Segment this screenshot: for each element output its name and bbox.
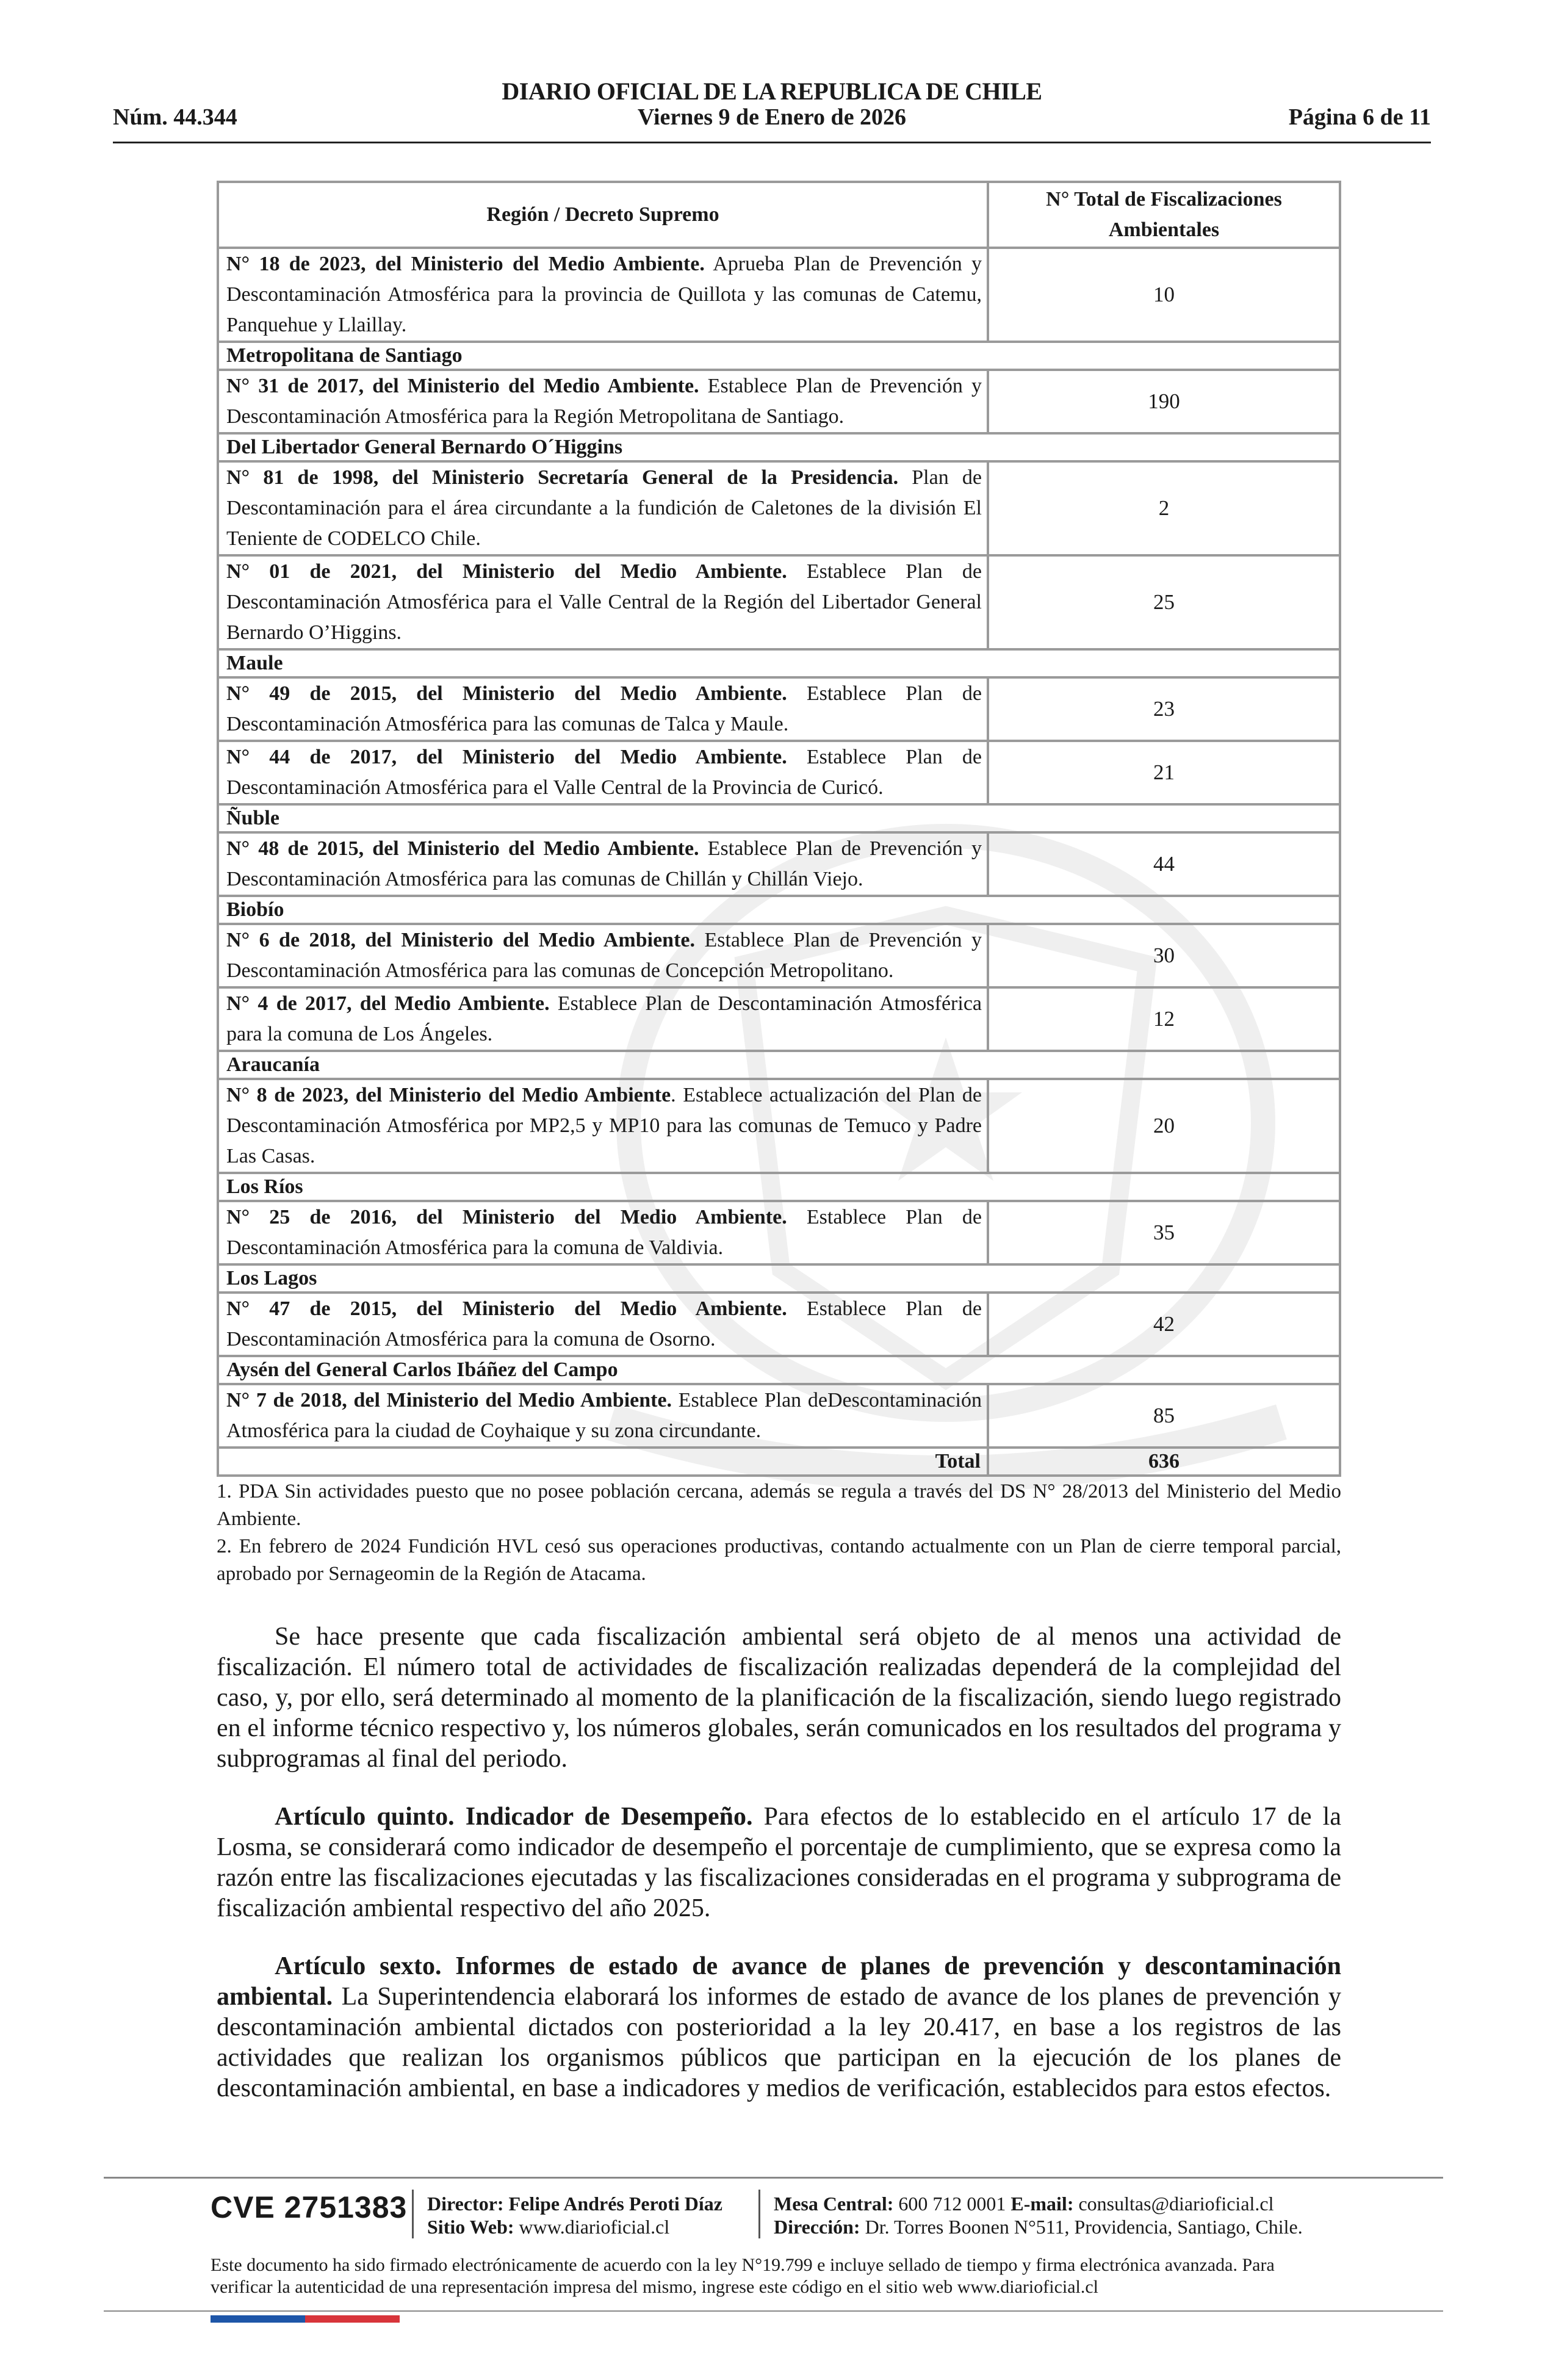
decree-description — [218, 832, 988, 896]
total-label: Total — [218, 1448, 988, 1476]
footer-contact-block — [774, 2192, 1303, 2238]
decree-description — [218, 1384, 988, 1448]
footer-director-block — [427, 2192, 722, 2238]
decree-row — [218, 1079, 1340, 1173]
decree-title: N° 47 de 2015, del Ministerio del Medio Ambiente. — [226, 1297, 787, 1320]
footer-divider — [104, 2177, 1443, 2179]
inspection-count: 44 — [988, 832, 1340, 896]
inspection-count: 25 — [988, 555, 1340, 649]
decree-title: N° 01 de 2021, del Ministerio del Medio Ambiente. — [226, 560, 787, 583]
decree-text: Plan de Descontaminación para el área circundante a la fundición de Caletones de la división El Teniente de CODELCO Chile. — [226, 466, 982, 550]
decree-row — [218, 461, 1340, 555]
decree-title: N° 4 de 2017, del Medio Ambiente. — [226, 992, 550, 1015]
paragraph-fiscalizacion — [217, 1621, 1341, 1774]
decree-description — [218, 370, 988, 433]
inspection-count: 12 — [988, 987, 1340, 1051]
decree-description — [218, 1079, 988, 1173]
address-label: Dirección: — [774, 2216, 860, 2238]
decree-title: N° 81 de 1998, del Ministerio Secretaría General de la Presidencia. — [226, 466, 899, 489]
paragraph-text: Se hace presente que cada fiscalización ambiental será objeto de al menos una actividad de fiscalización. El número total de actividades de fiscalización realizadas dependerá de la complejidad del caso, y, por ello, será determinado al momento de la planificación de la fiscalización, siendo luego registrado en el informe técnico respectivo y, los números globales, serán comunicados en los resultados del programa y subprogramas al final del periodo. — [217, 1623, 1341, 1773]
paragraph-text: La Superintendencia elaborará los informes de estado de avance de los planes de prevención y descontaminación ambiental dictados con posterioridad a la ley 20.417, en base a los registros de las actividades que realizan los organismos públicos que participan en la ejecución de los planes de descontaminación ambiental, en base a indicadores y medios de verificación, establecidos para estos efectos. — [217, 1983, 1341, 2102]
table-footnotes — [217, 1478, 1341, 1588]
inspection-count: 30 — [988, 924, 1340, 987]
decree-title: N° 44 de 2017, del Ministerio del Medio Ambiente. — [226, 746, 787, 768]
decree-row — [218, 832, 1340, 896]
decree-row — [218, 677, 1340, 741]
decree-text: Establece Plan de Prevención y Descontaminación Atmosférica para las comunas de Chillán y Chillán Viejo. — [226, 837, 982, 890]
director-name: Felipe Andrés Peroti Díaz — [508, 2193, 722, 2215]
footer-separator — [758, 2190, 760, 2238]
region-row — [218, 1356, 1340, 1384]
region-name: Metropolitana de Santiago — [218, 342, 1340, 370]
footer-legal-notice: Este documento ha sido firmado electrónicamente de acuerdo con la ley N°19.799 e incluye sellado de tiempo y firma electrónica avanzada. Para verificar la autenticidad de una representación impresa del mismo, ingrese este código en el sitio web www.diarioficial.cl — [211, 2255, 1275, 2297]
decree-title: N° 48 de 2015, del Ministerio del Medio Ambiente. — [226, 837, 699, 860]
region-row — [218, 1051, 1340, 1079]
page-header — [113, 77, 1431, 144]
decree-text: Establece Plan de Prevención y Descontaminación Atmosférica para la Región Metropolitana de Santiago. — [226, 375, 982, 428]
article-heading: Artículo sexto. Informes de estado de avance de planes de prevención y descontaminación ambiental. — [217, 1952, 1341, 2011]
region-name: Los Lagos — [218, 1264, 1340, 1293]
region-row — [218, 804, 1340, 832]
column-header-region: Región / Decreto Supremo — [218, 182, 988, 248]
inspection-count: 35 — [988, 1201, 1340, 1264]
inspection-count: 85 — [988, 1384, 1340, 1448]
decree-description — [218, 987, 988, 1051]
region-row — [218, 1264, 1340, 1293]
decree-text: Establece Plan de Prevención y Descontaminación Atmosférica para las comunas de Concepción Metropolitano. — [226, 929, 982, 982]
footer-bottom-divider — [104, 2310, 1443, 2312]
paragraph-text: Para efectos de lo establecido en el artículo 17 de la Losma, se considerará como indicador de desempeño el porcentaje de cumplimiento, que se expresa como la razón entre las fiscalizaciones ejecutadas y las fiscalizaciones consideradas en el programa y subprograma de fiscalización ambiental respectivo del año 2025. — [217, 1803, 1341, 1922]
region-name: Aysén del General Carlos Ibáñez del Campo — [218, 1356, 1340, 1384]
region-row — [218, 342, 1340, 370]
decree-description — [218, 461, 988, 555]
decree-description — [218, 1293, 988, 1356]
decree-title: N° 8 de 2023, del Ministerio del Medio Ambiente — [226, 1084, 671, 1106]
inspection-count: 42 — [988, 1293, 1340, 1356]
decree-description — [218, 924, 988, 987]
decree-description — [218, 555, 988, 649]
phone-value: 600 712 0001 — [898, 2193, 1006, 2215]
email-link[interactable]: consultas@diarioficial.cl — [1078, 2193, 1274, 2215]
region-row — [218, 1173, 1340, 1201]
website-link[interactable]: www.diarioficial.cl — [519, 2216, 670, 2238]
region-name: Los Ríos — [218, 1173, 1340, 1201]
inspection-count: 10 — [988, 248, 1340, 342]
director-label: Director: — [427, 2193, 504, 2215]
region-name: Araucanía — [218, 1051, 1340, 1079]
inspection-count: 2 — [988, 461, 1340, 555]
flag-stripe — [211, 2315, 400, 2323]
region-name: Biobío — [218, 896, 1340, 924]
newspaper-title: DIARIO OFICIAL DE LA REPUBLICA DE CHILE — [502, 78, 1042, 105]
decree-description — [218, 677, 988, 741]
decree-title: N° 25 de 2016, del Ministerio del Medio Ambiente. — [226, 1206, 787, 1228]
paragraph-articulo-quinto — [217, 1801, 1341, 1924]
region-row — [218, 896, 1340, 924]
region-row — [218, 433, 1340, 461]
decree-row — [218, 248, 1340, 342]
decree-title: N° 6 de 2018, del Ministerio del Medio Ambiente. — [226, 929, 695, 951]
decree-title: N° 31 de 2017, del Ministerio del Medio Ambiente. — [226, 375, 699, 397]
decree-row — [218, 1201, 1340, 1264]
address-value: Dr. Torres Boonen N°511, Providencia, Santiago, Chile. — [865, 2216, 1303, 2238]
website-label: Sitio Web: — [427, 2216, 514, 2238]
page-number: Página 6 de 11 — [1288, 104, 1431, 130]
region-name: Ñuble — [218, 804, 1340, 832]
total-value: 636 — [988, 1448, 1340, 1476]
table-body — [218, 248, 1340, 1448]
decree-description — [218, 741, 988, 804]
total-row — [218, 1448, 1340, 1476]
footnote: 1. PDA Sin actividades puesto que no posee población cercana, además se regula a través del DS N° 28/2013 del Ministerio del Medio Ambiente. — [217, 1480, 1341, 1530]
inspection-count: 21 — [988, 741, 1340, 804]
inspection-count: 20 — [988, 1079, 1340, 1173]
phone-label: Mesa Central: — [774, 2193, 894, 2215]
cve-code: CVE 2751383 — [211, 2190, 408, 2224]
header-divider — [113, 142, 1431, 143]
decree-description — [218, 248, 988, 342]
decree-text: . Establece actualización del Plan de Descontaminación Atmosférica por MP2,5 y MP10 para las comunas de Temuco y Padre Las Casas. — [226, 1084, 982, 1167]
decree-row — [218, 741, 1340, 804]
decree-row — [218, 1384, 1340, 1448]
decree-text: Establece Plan de Descontaminación Atmosférica para la comuna de Los Ángeles. — [226, 992, 982, 1045]
email-label: E-mail: — [1010, 2193, 1074, 2215]
decree-text: Establece Plan deDescontaminación Atmosférica para la ciudad de Coyhaique y su zona circundante. — [226, 1389, 982, 1442]
decree-title: N° 7 de 2018, del Ministerio del Medio Ambiente. — [226, 1389, 672, 1412]
decree-row — [218, 924, 1340, 987]
table-header-row — [218, 182, 1340, 248]
issue-date: Viernes 9 de Enero de 2026 — [637, 104, 907, 130]
decree-row — [218, 987, 1340, 1051]
decree-text: Establece Plan de Descontaminación Atmosférica para la comuna de Osorno. — [226, 1297, 982, 1350]
issue-number: Núm. 44.344 — [113, 104, 237, 130]
decree-description — [218, 1201, 988, 1264]
decree-text: Establece Plan de Descontaminación Atmosférica para las comunas de Talca y Maule. — [226, 682, 982, 735]
decree-title: N° 49 de 2015, del Ministerio del Medio Ambiente. — [226, 682, 787, 705]
flag-red-segment — [305, 2315, 400, 2323]
decree-text: Establece Plan de Descontaminación Atmosférica para la comuna de Valdivia. — [226, 1206, 982, 1259]
region-row — [218, 649, 1340, 677]
decree-text: Establece Plan de Descontaminación Atmosférica para el Valle Central de la Región del Libertador General Bernardo O’Higgins. — [226, 560, 982, 644]
decree-row — [218, 1293, 1340, 1356]
footnote: 2. En febrero de 2024 Fundición HVL cesó sus operaciones productivas, contando actualmente con un Plan de cierre temporal parcial, aprobado por Sernageomin de la Región de Atacama. — [217, 1535, 1341, 1585]
footer-separator — [412, 2190, 414, 2238]
inspection-count: 190 — [988, 370, 1340, 433]
decree-row — [218, 370, 1340, 433]
inspections-table — [217, 181, 1341, 1477]
paragraph-articulo-sexto — [217, 1951, 1341, 2104]
decree-title: N° 18 de 2023, del Ministerio del Medio Ambiente. — [226, 253, 705, 275]
column-header-total: N° Total de Fiscalizaciones Ambientales — [988, 182, 1340, 248]
region-name: Maule — [218, 649, 1340, 677]
decree-text: Aprueba Plan de Prevención y Descontaminación Atmosférica para la provincia de Quillota y las comunas de Catemu, Panquehue y Llaillay. — [226, 253, 982, 336]
decree-row — [218, 555, 1340, 649]
decree-text: Establece Plan de Descontaminación Atmosférica para el Valle Central de la Provincia de Curicó. — [226, 746, 982, 799]
region-name: Del Libertador General Bernardo O´Higgins — [218, 433, 1340, 461]
inspection-count: 23 — [988, 677, 1340, 741]
article-heading: Artículo quinto. Indicador de Desempeño. — [275, 1803, 753, 1831]
flag-blue-segment — [211, 2315, 305, 2323]
